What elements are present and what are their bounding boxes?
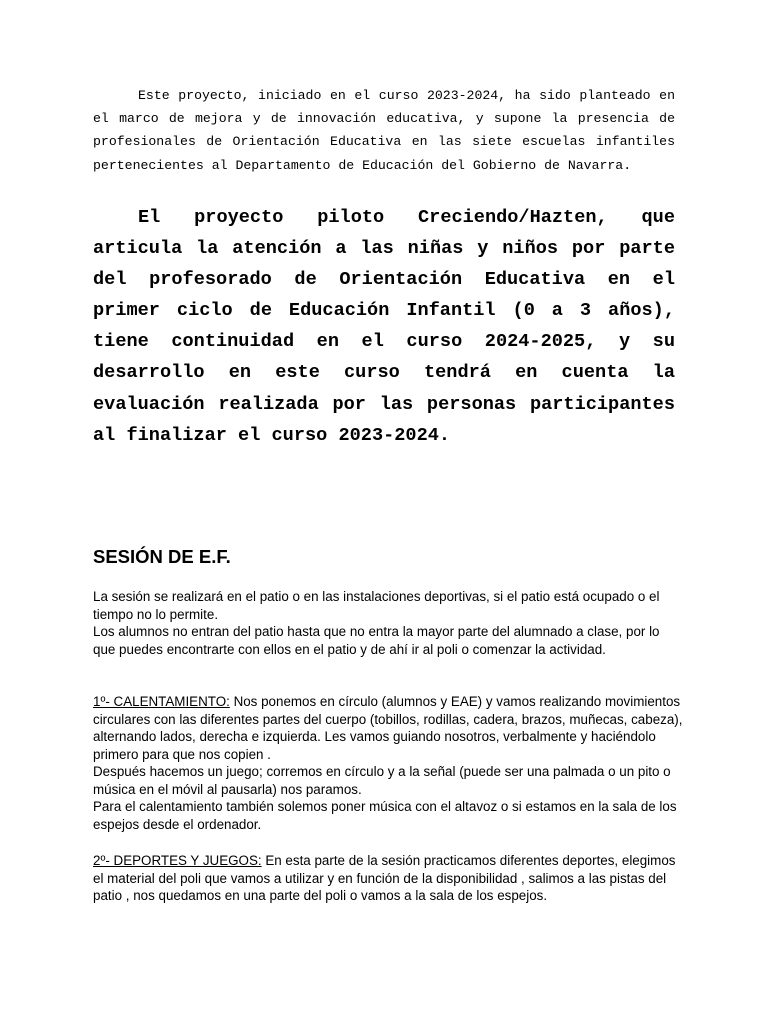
warmup-text: Nos ponemos en círculo (alumnos y EAE) y vamos realizando movimientos circulares con las diferentes partes del cuerpo (tobillos, rodillas, cadera, brazos, muñecas, cabeza), alternando lados, derecha e izquierda. Les vamos guiando nosotros, verbalmente y haciéndolo primero para que nos copien . <box>93 694 683 762</box>
warmup-label: 1º- CALENTAMIENTO: <box>93 694 230 709</box>
warmup-section <box>93 693 683 833</box>
sports-label: 2º- DEPORTES Y JUEGOS: <box>93 853 262 868</box>
sports-text: En esta parte de la sesión practicamos diferentes deportes, elegimos el material del poli que vamos a utilizar y en función de la disponibilidad , salimos a las pistas del patio , nos quedamos en una parte del poli o vamos a la sala de los espejos. <box>93 853 676 903</box>
sports-section <box>93 852 683 905</box>
sports-paragraph <box>93 852 683 905</box>
section-title: SESIÓN DE E.F. <box>93 546 231 567</box>
warmup-music-text: Para el calentamiento también solemos poner música con el altavoz o si estamos en la sala de los espejos desde el ordenador. <box>93 799 677 832</box>
project-highlight-paragraph: El proyecto piloto Creciendo/Hazten, que articula la atención a las niñas y niños por parte del profesorado de Orientación Educativa en el primer ciclo de Educación Infantil (0 a 3 años), tiene continuidad en el curso 2024-2025, y su desarrollo en este curso tendrá en cuenta la evaluación realizada por las personas participantes al finalizar el curso 2023-2024. <box>93 207 675 446</box>
intro-paragraph: Este proyecto, iniciado en el curso 2023-2024, ha sido planteado en el marco de mejora y de innovación educativa, y supone la presencia de profesionales de Orientación Educativa en las siete escuelas infantiles pertenecientes al Departamento de Educación del Gobierno de Navarra. <box>93 88 675 173</box>
session-students-text: Los alumnos no entran del patio hasta que no entra la mayor parte del alumnado a clase, por lo que puedes encontrarte con ellos en el patio y de ahí ir al poli o comenzar la actividad. <box>93 624 660 657</box>
session-intro <box>93 588 683 658</box>
warmup-game-text: Después hacemos un juego; corremos en círculo y a la señal (puede ser una palmada o un pito o música en el móvil al pausarla) nos paramos. <box>93 764 671 797</box>
session-location-text: La sesión se realizará en el patio o en las instalaciones deportivas, si el patio está ocupado o el tiempo no lo permite. <box>93 589 660 622</box>
warmup-paragraph <box>93 693 683 763</box>
